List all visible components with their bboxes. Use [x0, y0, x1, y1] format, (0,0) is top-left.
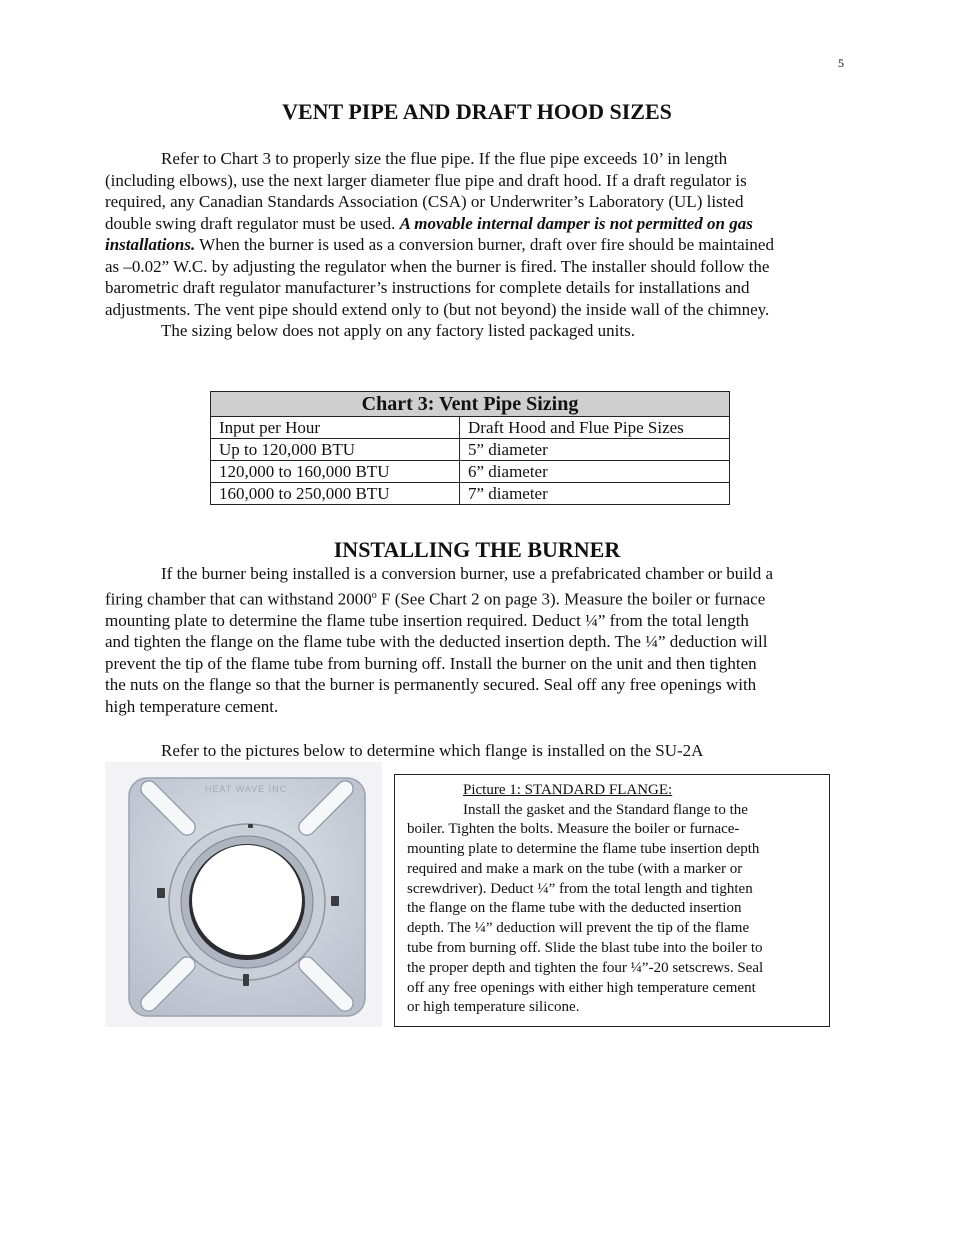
- text-line: If the burner being installed is a conversion burner, use a prefabricated chamber or build a: [161, 564, 774, 583]
- vent-pipe-sizing-table: [210, 391, 730, 505]
- text-line: the proper depth and tighten the four ¼”-20 setscrews. Seal: [407, 959, 764, 976]
- text-line: mounting plate to determine the flame tube insertion depth: [407, 841, 760, 858]
- text-line: adjustments. The vent pipe should extend only to (but not beyond) the inside wall of the chimney.: [105, 299, 770, 319]
- table-cell: 6” diameter: [460, 461, 730, 483]
- page-number: 5: [838, 56, 844, 70]
- picture1-instructions: [407, 801, 829, 1019]
- text-line: tube from burning off. Slide the blast tube into the boiler to: [407, 940, 763, 957]
- text-line: as –0.02” W.C. by adjusting the regulator when the burner is fired. The installer should follow the: [105, 256, 770, 276]
- table-row: [211, 483, 730, 505]
- text-line: screwdriver). Deduct ¼” from the total length and tighten: [407, 880, 753, 897]
- text-line: mounting plate to determine the flame tube insertion required. Deduct ¼” from the total length: [105, 610, 749, 630]
- text-line: Refer to Chart 3 to properly size the flue pipe. If the flue pipe exceeds 10’ in length: [161, 149, 728, 168]
- text-line: required and make a mark on the tube (with a marker or: [407, 860, 743, 877]
- flange-illustration: [105, 762, 382, 1027]
- text-line: installations. When the burner is used as a conversion burner, draft over fire should be maintained: [105, 235, 774, 254]
- heading-installing-burner: INSTALLING THE BURNER: [333, 537, 621, 562]
- text-line: or high temperature silicone.: [407, 999, 580, 1016]
- vent-pipe-paragraph: [105, 148, 849, 342]
- text-line: high temperature cement.: [105, 696, 279, 716]
- table-cell: 120,000 to 160,000 BTU: [211, 461, 460, 483]
- standard-flange-photo: [105, 762, 382, 1027]
- text-line: The sizing below does not apply on any factory listed packaged units.: [161, 321, 635, 340]
- table-cell: 7” diameter: [460, 483, 730, 505]
- table-row: [211, 439, 730, 461]
- text-line: double swing draft regulator must be used. A movable internal damper is not permitted on gas: [105, 213, 753, 233]
- refer-pictures-line: Refer to the pictures below to determine which flange is installed on the SU-2A: [161, 741, 704, 760]
- picture1-title: Picture 1: STANDARD FLANGE:: [463, 782, 673, 798]
- column-header: Draft Hood and Flue Pipe Sizes: [460, 417, 730, 439]
- text-line: the nuts on the flange so that the burner is permanently secured. Seal off any free openings with: [105, 675, 757, 695]
- table-cell: 160,000 to 250,000 BTU: [211, 483, 460, 505]
- damper-warning-end: installations.: [105, 235, 196, 254]
- table-cell: Up to 120,000 BTU: [211, 439, 460, 461]
- column-header: Input per Hour: [211, 417, 460, 439]
- text-line: required, any Canadian Standards Association (CSA) or Underwriter’s Laboratory (UL) listed: [105, 192, 744, 211]
- text-line: the flange on the flame tube with the deducted insertion: [407, 900, 742, 917]
- text-line: prevent the tip of the flame tube from burning off. Install the burner on the unit and then tighten: [105, 653, 757, 673]
- heading-vent-pipe: VENT PIPE AND DRAFT HOOD SIZES: [282, 99, 672, 124]
- text-line: and tighten the flange on the flame tube with the deducted insertion depth. The ¼” deduction will: [105, 632, 768, 652]
- damper-warning: A movable internal damper is not permitted on gas: [399, 213, 753, 233]
- installing-paragraph: [105, 563, 849, 717]
- picture1-caption-box: [394, 774, 830, 1027]
- table-title: Chart 3: Vent Pipe Sizing: [211, 392, 730, 417]
- table-row: [211, 461, 730, 483]
- text-line: (including elbows), use the next larger diameter flue pipe and draft hood. If a draft regulator is: [105, 170, 747, 190]
- text-line: firing chamber that can withstand 2000$^o$ F (See Chart 2 on page 3). Measure the boiler or furnace: [105, 589, 766, 609]
- text-line: off any free openings with either high temperature cement: [407, 979, 756, 996]
- text-line: depth. The ¼” deduction will prevent the tip of the flame: [407, 920, 750, 937]
- text-line: barometric draft regulator manufacturer’s instructions for complete details for installations and: [105, 278, 750, 297]
- text-line: boiler. Tighten the bolts. Measure the boiler or furnace-: [407, 821, 740, 838]
- flange-embossing: HEAT WAVE INC: [205, 784, 288, 794]
- table-header-row: [211, 417, 730, 439]
- text-line: Install the gasket and the Standard flange to the: [463, 801, 748, 818]
- table-cell: 5” diameter: [460, 439, 730, 461]
